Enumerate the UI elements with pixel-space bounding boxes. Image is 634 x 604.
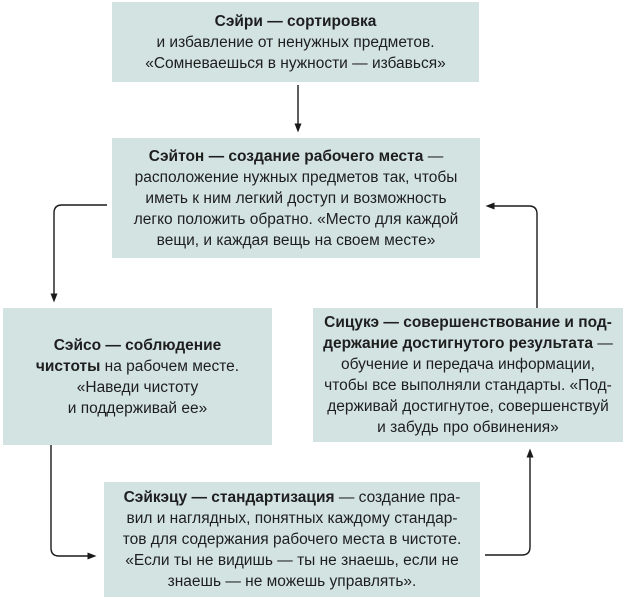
text-line (341, 354, 595, 375)
text-line (168, 571, 417, 592)
text-segment: — создание пра- (334, 489, 461, 506)
text-line (36, 356, 239, 377)
text-line (68, 398, 208, 419)
text-segment-bold: чистоты (35, 357, 101, 375)
text-segment: — (423, 147, 444, 165)
text-segment: «Наведи чистоту (76, 378, 199, 396)
text-segment: обучение и передача информации, (341, 356, 595, 373)
text-line (156, 32, 434, 53)
arrow-seiton-to-seiso (54, 205, 107, 294)
text-line (126, 508, 457, 529)
text-segment-bold: Сэйкэцу — стандартизация (123, 489, 335, 506)
arrow-shitsuke-to-seiton (494, 206, 537, 308)
text-line (54, 335, 222, 356)
text-segment-bold: Сэйтон — создание рабочего места (148, 147, 424, 165)
box-seiton (112, 138, 480, 258)
text-segment: тов для содержания рабочего места в чистоте. (122, 531, 462, 548)
arrow-seiketsu-to-shitsuke (485, 457, 530, 555)
text-line (123, 529, 462, 550)
box-seiri (112, 2, 479, 82)
text-line (377, 417, 559, 438)
text-segment: держивай достигнутое, совершенствуй (327, 398, 609, 415)
text-line (145, 188, 446, 209)
text-line (125, 550, 458, 571)
text-line (134, 209, 459, 230)
text-line (324, 312, 612, 333)
text-segment-bold: Сицукэ — совершенствование и под- (324, 314, 612, 331)
text-line (323, 333, 613, 354)
text-segment: «Если ты не видишь — ты не знаешь, если не (125, 552, 459, 569)
text-segment: и забудь про обвинения» (377, 419, 559, 436)
text-segment: знаешь — не можешь управлять». (167, 573, 417, 590)
text-segment: расположение нужных предметов так, чтобы (134, 168, 458, 186)
text-segment: и избавление от ненужных предметов. (156, 33, 435, 51)
text-line (145, 53, 446, 74)
text-segment: и поддерживай ее» (67, 399, 208, 417)
text-line (149, 146, 443, 167)
text-segment-bold: Сэйсо — соблюдение (53, 336, 222, 354)
text-segment: — (593, 335, 613, 352)
box-seiso (3, 308, 272, 445)
text-line (77, 377, 199, 398)
text-line (215, 11, 377, 32)
text-segment: иметь к ним легкий доступ и возможность (145, 189, 447, 207)
box-seiketsu (104, 482, 480, 597)
box-shitsuke (313, 308, 623, 442)
text-segment: вещи, и каждая вещь на своем месте» (156, 231, 436, 249)
text-segment-bold: Сэйри — сортировка (214, 12, 377, 30)
arrow-seiso-to-seiketsu (51, 445, 88, 556)
text-line (157, 230, 436, 251)
text-line (327, 396, 608, 417)
text-segment: вил и наглядных, понятных каждому стандар- (126, 510, 458, 527)
text-segment: чтобы все выполняли стандарты. «Под- (324, 377, 612, 394)
text-segment: легко положить обратно. «Место для каждой (133, 210, 459, 228)
text-segment: «Сомневаешься в нужности — избавься» (145, 54, 446, 72)
text-line (124, 487, 461, 508)
text-line (324, 375, 612, 396)
text-segment-bold: держание достигнутого результата (323, 335, 594, 352)
text-segment: на рабочем месте. (100, 357, 240, 375)
text-line (135, 167, 458, 188)
